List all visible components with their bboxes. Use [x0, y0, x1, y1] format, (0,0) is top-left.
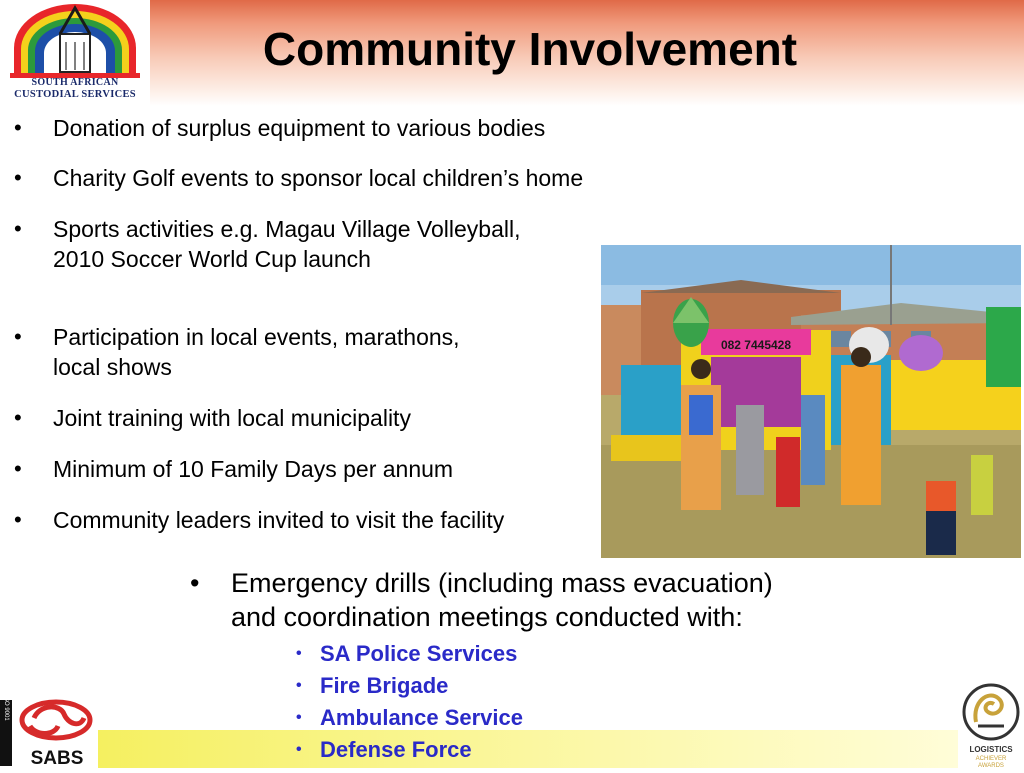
list-item-text: Donation of surplus equipment to various bodies: [53, 115, 546, 141]
list-item: [0, 214, 640, 322]
bullet-icon: •: [14, 216, 22, 241]
list-item: [0, 163, 640, 214]
company-logo: [0, 0, 150, 106]
list-item: [0, 505, 640, 545]
family-day-photo: [601, 245, 1021, 558]
sabs-logo-icon: [0, 698, 98, 768]
photo-sign-text: 082 7445428: [720, 338, 792, 352]
logo-line-2: CUSTODIAL SERVICES: [14, 89, 136, 100]
list-item-text: Sports activities e.g. Magau Village Volleyball,: [53, 216, 521, 242]
list-item: [0, 113, 640, 163]
service-label: Fire Brigade: [320, 673, 449, 698]
list-item-text: 2010 Soccer World Cup launch: [53, 246, 371, 272]
emergency-text: and coordination meetings conducted with:: [231, 602, 743, 632]
award-line-3: AWARDS: [978, 763, 1004, 768]
sabs-logo: [0, 698, 98, 768]
list-item-text: Community leaders invited to visit the facility: [53, 507, 505, 533]
list-item-text: Participation in local events, marathons,: [53, 324, 460, 350]
award-line-1: LOGISTICS: [969, 745, 1013, 754]
award-logo-icon: [958, 682, 1024, 768]
page-title: Community Involvement: [262, 23, 798, 75]
bullet-icon: •: [14, 456, 22, 481]
service-label: Ambulance Service: [320, 705, 523, 730]
list-item: [0, 454, 640, 505]
service-label: SA Police Services: [320, 641, 518, 666]
service-item: [296, 734, 523, 766]
emergency-section: [190, 566, 910, 634]
logo-line-1: SOUTH AFRICAN: [31, 77, 119, 88]
rainbow-arch-logo-icon: [0, 0, 150, 80]
footer-band: [98, 730, 958, 768]
emergency-line-2: [190, 600, 910, 634]
bullet-icon: •: [14, 507, 22, 532]
bullet-icon: •: [296, 709, 302, 726]
services-list: [296, 638, 523, 766]
emergency-line-1: [190, 566, 910, 600]
bullet-icon: •: [190, 568, 200, 598]
sabs-text: SABS: [30, 748, 84, 768]
logistics-award-logo: [958, 682, 1024, 768]
bullet-icon: •: [14, 165, 22, 190]
bullet-icon: •: [296, 645, 302, 662]
bouncy-castle-photo-icon: [601, 245, 1021, 558]
emergency-text: Emergency drills (including mass evacuation): [231, 568, 773, 598]
service-item: [296, 638, 523, 670]
bullet-icon: •: [296, 741, 302, 758]
bullet-icon: •: [14, 324, 22, 349]
list-item-text: local shows: [53, 354, 172, 380]
list-item: [0, 322, 640, 403]
list-item-text: Minimum of 10 Family Days per annum: [53, 456, 454, 482]
list-item: [0, 403, 640, 454]
iso-text: ISO 9001: [3, 698, 9, 721]
service-item: [296, 702, 523, 734]
service-label: Defense Force: [320, 737, 472, 762]
involvement-list: [0, 113, 640, 545]
list-item-text: Charity Golf events to sponsor local children’s home: [53, 165, 584, 191]
service-item: [296, 670, 523, 702]
award-line-2: ACHIEVER: [975, 756, 1007, 762]
list-item-text: Joint training with local municipality: [53, 405, 411, 431]
bullet-icon: •: [14, 115, 22, 140]
bullet-icon: •: [296, 677, 302, 694]
bullet-icon: •: [14, 405, 22, 430]
